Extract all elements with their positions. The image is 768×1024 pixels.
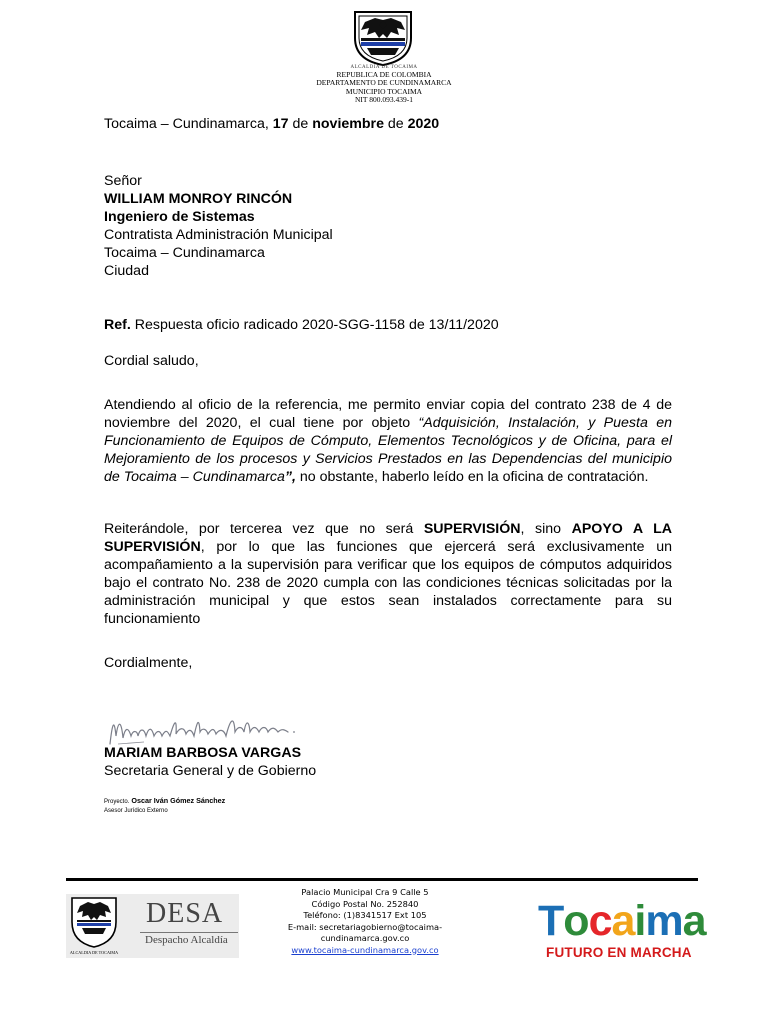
recipient-location: Tocaima – Cundinamarca (104, 245, 265, 261)
recipient-position: Contratista Administración Municipal (104, 227, 333, 243)
footer-crest-caption: ALCALDIA DE TOCAIMA (69, 950, 119, 955)
recipient-salutation: Señor (104, 173, 142, 189)
tocaima-brand-logo (538, 897, 706, 945)
recipient-city: Ciudad (104, 263, 149, 279)
brand-letter: m (645, 897, 683, 945)
recipient-name: WILLIAM MONROY RINCÓN (104, 191, 293, 207)
reference-label: Ref. (104, 317, 131, 333)
date-day: 17 (272, 116, 289, 132)
coat-of-arms-icon (345, 8, 421, 66)
date-month: noviembre (312, 116, 384, 132)
brand-letter: T (538, 897, 564, 945)
quote-end: ”, (284, 469, 296, 485)
reference-text: Respuesta oficio radicado 2020-SGG-1158 de 13/11/2020 (130, 317, 499, 333)
footer-coat-of-arms-icon (68, 896, 120, 948)
projection-role: Asesor Jurídico Externo (104, 808, 168, 814)
crest-caption: ALCALDIA DE TOCAIMA (350, 65, 418, 70)
greeting: Cordial saludo, (104, 353, 199, 369)
desa-title: DESA (146, 898, 224, 929)
contract-object-quote: “Adquisición, Instalación, y Puesta en Funcionamiento de Equipos de Cómputo, Elementos Tecnológicos y de Oficina, para el Mejoramiento de los procesos y Servicios Prestados en las Dependencias del municipio de Tocaima – Cundinamarca (104, 415, 672, 485)
signer-name: MARIAM BARBOSA VARGAS (104, 745, 302, 761)
brand-letter: o (563, 897, 589, 945)
brand-letter: c (588, 897, 612, 945)
paragraph-text: , sino (520, 521, 572, 537)
letterhead-line: REPUBLICA DE COLOMBIA (336, 70, 432, 79)
body-paragraph-2 (104, 520, 672, 628)
reference-line (104, 316, 499, 334)
date-year: 2020 (407, 116, 440, 132)
brand-letter: a (682, 897, 706, 945)
signer-block (104, 744, 316, 780)
contact-line: Teléfono: (1)8341517 Ext 105 (303, 910, 427, 920)
desa-divider (140, 932, 238, 933)
paragraph-text: Reiterándole, por tercerea vez que no será (104, 521, 424, 537)
contact-line: cundinamarca.gov.co (320, 933, 410, 943)
brand-letter: i (634, 897, 646, 945)
letterhead-line: DEPARTAMENTO DE CUNDINAMARCA (316, 78, 452, 88)
contact-line: E-mail: secretariagobierno@tocaima- (287, 921, 443, 932)
footer-divider (66, 878, 698, 881)
projection-name: Oscar Iván Gómez Sánchez (131, 796, 226, 805)
emphasis-supervision: SUPERVISIÓN (423, 521, 521, 537)
brand-slogan: FUTURO EN MARCHA (546, 945, 692, 960)
contact-line: Código Postal No. 252840 (311, 898, 419, 909)
emphasis-apoyo: APOYO A LA SUPERVISIÓN (104, 521, 672, 555)
letterhead-line: NIT 800.093.439-1 (355, 95, 413, 105)
paragraph-text: Atendiendo al oficio de la referencia, me permito enviar copia del contrato 238 de 4 de noviembre del 2020, el cual tiene por objeto (104, 397, 672, 431)
closing: Cordialmente, (104, 655, 193, 671)
projection-note (104, 796, 225, 816)
projection-label: Proyecto. (104, 799, 130, 805)
handwritten-signature (104, 692, 324, 750)
date-line (104, 115, 439, 133)
contact-line: Palacio Municipal Cra 9 Calle 5 (301, 887, 429, 897)
body-paragraph-1 (104, 396, 672, 486)
recipient-title: Ingeniero de Sistemas (104, 209, 255, 225)
brand-letter: a (611, 897, 635, 945)
letterhead-lines (284, 71, 484, 105)
letterhead-line: MUNICIPIO TOCAIMA (345, 86, 423, 96)
desa-subtitle: Despacho Alcaldía (145, 934, 228, 946)
date-de: de (288, 116, 313, 132)
paragraph-text: , por lo que las funciones que ejercerá será exclusivamente un acompañamiento a la supervisión para verificar que los equipos de cómputos adquiridos bajo el contrato No. 238 de 2020 cumpla con las condiciones técnicas solicitadas por la administración municipal y que estos sean instalados correctamente para su funcionamiento (104, 539, 672, 627)
paragraph-text: no obstante, haberlo leído en la oficina de contratación. (295, 469, 649, 485)
date-place: Tocaima – Cundinamarca, (104, 116, 273, 132)
signer-role: Secretaria General y de Gobierno (104, 763, 317, 779)
date-de: de (383, 116, 408, 132)
footer-contact (270, 887, 460, 956)
recipient-block (104, 172, 333, 280)
website-link[interactable]: www.tocaima-cundinamarca.gov.co (291, 944, 439, 955)
